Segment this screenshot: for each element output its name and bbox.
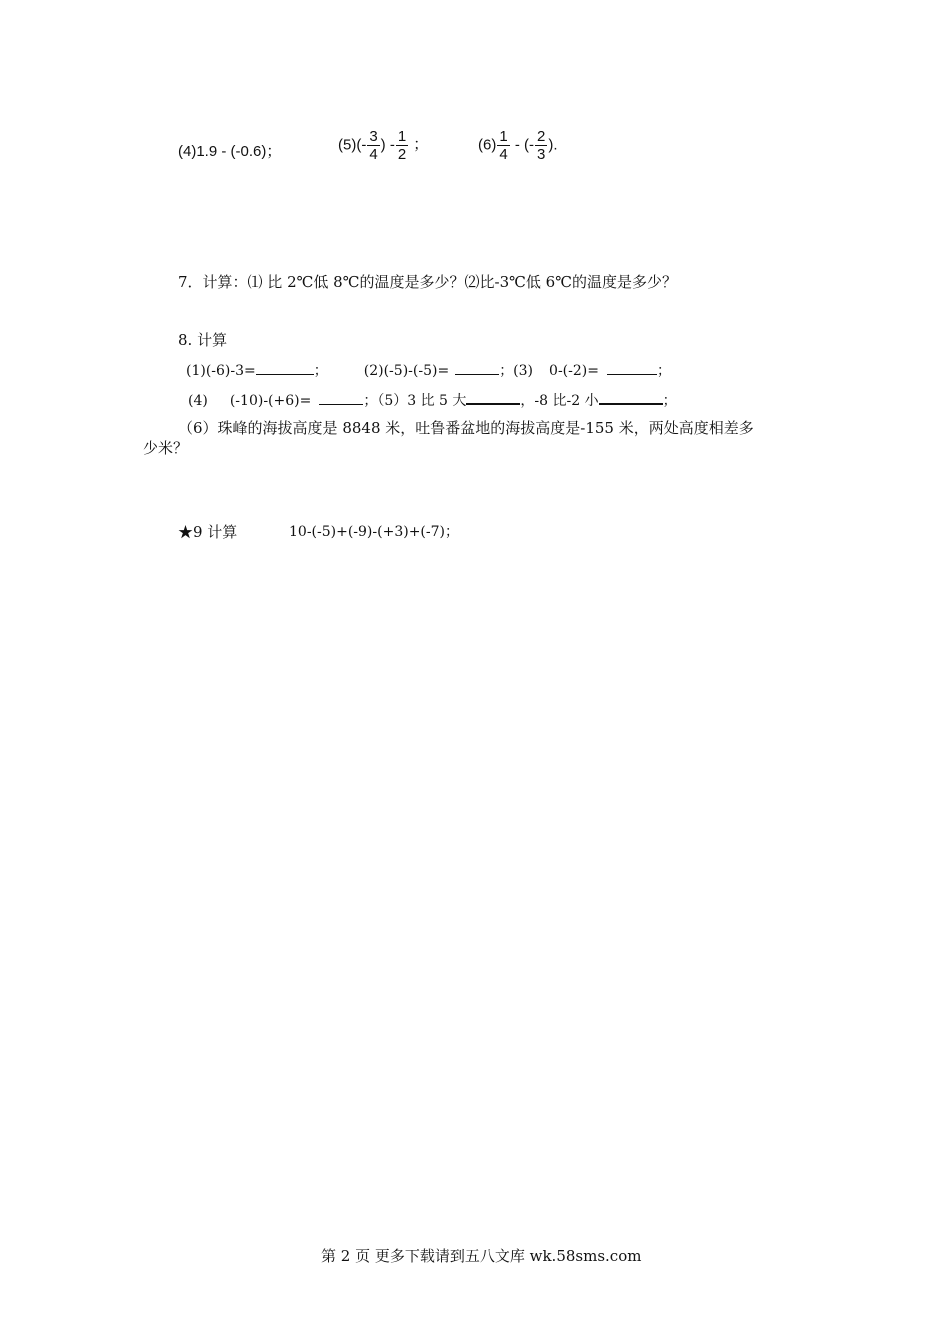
problem-8-3-end: ； xyxy=(656,363,671,379)
answer-blank-4[interactable] xyxy=(319,390,363,405)
fraction-numerator: 1 xyxy=(499,128,508,145)
fraction-denominator: 4 xyxy=(369,146,378,163)
fraction-numerator: 2 xyxy=(537,128,546,145)
problem-8-4-label: (4) xyxy=(188,393,208,409)
answer-blank-6[interactable] xyxy=(599,389,663,405)
problem-7: 7．计算：⑴ 比 2℃低 8℃的温度是多少？⑵比-3℃低 6℃的温度是多少？ xyxy=(178,273,677,291)
fraction-1-4 xyxy=(497,128,509,163)
problem-8-line-2 xyxy=(188,389,677,411)
answer-blank-2[interactable] xyxy=(455,360,499,375)
problem-8-1-text: (1)(-6)-3= xyxy=(186,363,256,379)
problem-6-6-mid: - (- xyxy=(510,136,535,154)
fraction-3-4 xyxy=(367,128,379,163)
problem-9-expression: 10-(-5)+(-9)-(+3)+(-7)； xyxy=(289,524,459,540)
fraction-denominator: 4 xyxy=(499,146,508,163)
fraction-denominator: 2 xyxy=(397,146,407,163)
problem-6-6-suffix: ). xyxy=(548,136,558,154)
problem-8-line-1 xyxy=(186,360,671,381)
problem-8-2-text: (2)(-5)-(-5)= xyxy=(363,363,450,379)
problem-8-6-line-2: 少米？ xyxy=(143,439,189,457)
problem-8-6-line-1: （6）珠峰的海拔高度是 8848 米，吐鲁番盆地的海拔高度是-155 米，两处高度相差多 xyxy=(178,419,754,437)
problem-6-4 xyxy=(178,143,281,161)
problem-8-4-text: (-10)-(+6)= xyxy=(229,393,312,409)
fraction-numerator: 3 xyxy=(369,128,378,145)
answer-blank-1[interactable] xyxy=(256,360,314,375)
problem-8-2-end: ；(3) xyxy=(499,363,534,379)
page-footer: 第 2 页 更多下载请到五八文库 wk.58sms.com xyxy=(321,1247,642,1265)
answer-blank-5[interactable] xyxy=(466,389,520,405)
problem-8-5b-end: ； xyxy=(662,393,677,409)
fraction-2-3 xyxy=(535,128,547,163)
problem-6-6 xyxy=(478,128,558,163)
problem-9-label: ★9 计算 xyxy=(178,523,238,541)
fraction-numerator: 1 xyxy=(397,128,407,145)
problem-8-1-end: ； xyxy=(313,363,328,379)
problem-6-5-prefix: (5)(- xyxy=(338,136,367,154)
problem-8-3-text: 0-(-2)= xyxy=(549,363,599,379)
problem-8-5b-text: ，-8 比-2 小 xyxy=(520,393,599,409)
problem-6-5 xyxy=(338,128,428,163)
fraction-denominator: 3 xyxy=(537,146,546,163)
problem-6-5-mid: ) - xyxy=(380,136,395,154)
problem-6-4-text: (4)1.9 - (-0.6)； xyxy=(178,143,282,160)
fraction-1-2 xyxy=(396,128,408,163)
problem-8-5-text: ；（5）3 比 5 大 xyxy=(363,393,467,409)
problem-6-6-prefix: (6) xyxy=(478,136,497,154)
answer-blank-3[interactable] xyxy=(607,360,657,375)
problem-8-title: 8. 计算 xyxy=(178,331,228,349)
problem-6-5-suffix: ； xyxy=(413,136,429,154)
